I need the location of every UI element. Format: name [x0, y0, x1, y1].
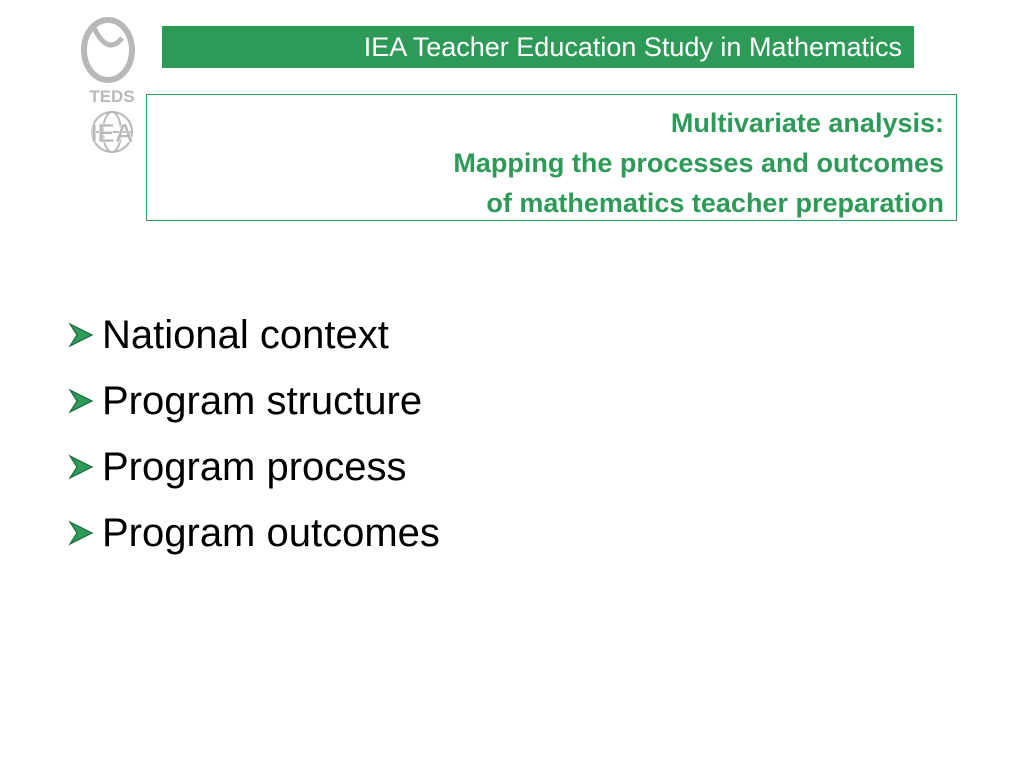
- arrow-bullet-icon: [66, 386, 96, 416]
- teds-iea-logo: [74, 16, 150, 156]
- teds-globe-icon: [84, 20, 132, 80]
- bullet-item: [66, 434, 440, 500]
- arrow-bullet-icon: [66, 452, 96, 482]
- slide-title-line-2: Mapping the processes and outcomes: [453, 148, 944, 178]
- bullet-text: Program outcomes: [102, 510, 440, 555]
- bullet-list: [66, 302, 440, 566]
- bullet-item: [66, 302, 440, 368]
- slide-title-line-1: Multivariate analysis:: [670, 108, 944, 138]
- slide-title-box: [146, 94, 957, 221]
- slide-title-line-3: of mathematics teacher preparation: [486, 188, 944, 218]
- bullet-item: [66, 500, 440, 566]
- bullet-text: Program process: [102, 444, 407, 489]
- header-banner: [162, 26, 914, 68]
- arrow-bullet-icon: [66, 518, 96, 548]
- iea-logo-text: IEA: [90, 118, 134, 148]
- bullet-text: National context: [102, 312, 389, 357]
- bullet-text: Program structure: [102, 378, 423, 423]
- teds-logo-text: TEDS: [89, 87, 135, 106]
- arrow-bullet-icon: [66, 320, 96, 350]
- bullet-item: [66, 368, 440, 434]
- banner-title: IEA Teacher Education Study in Mathematics: [363, 31, 902, 62]
